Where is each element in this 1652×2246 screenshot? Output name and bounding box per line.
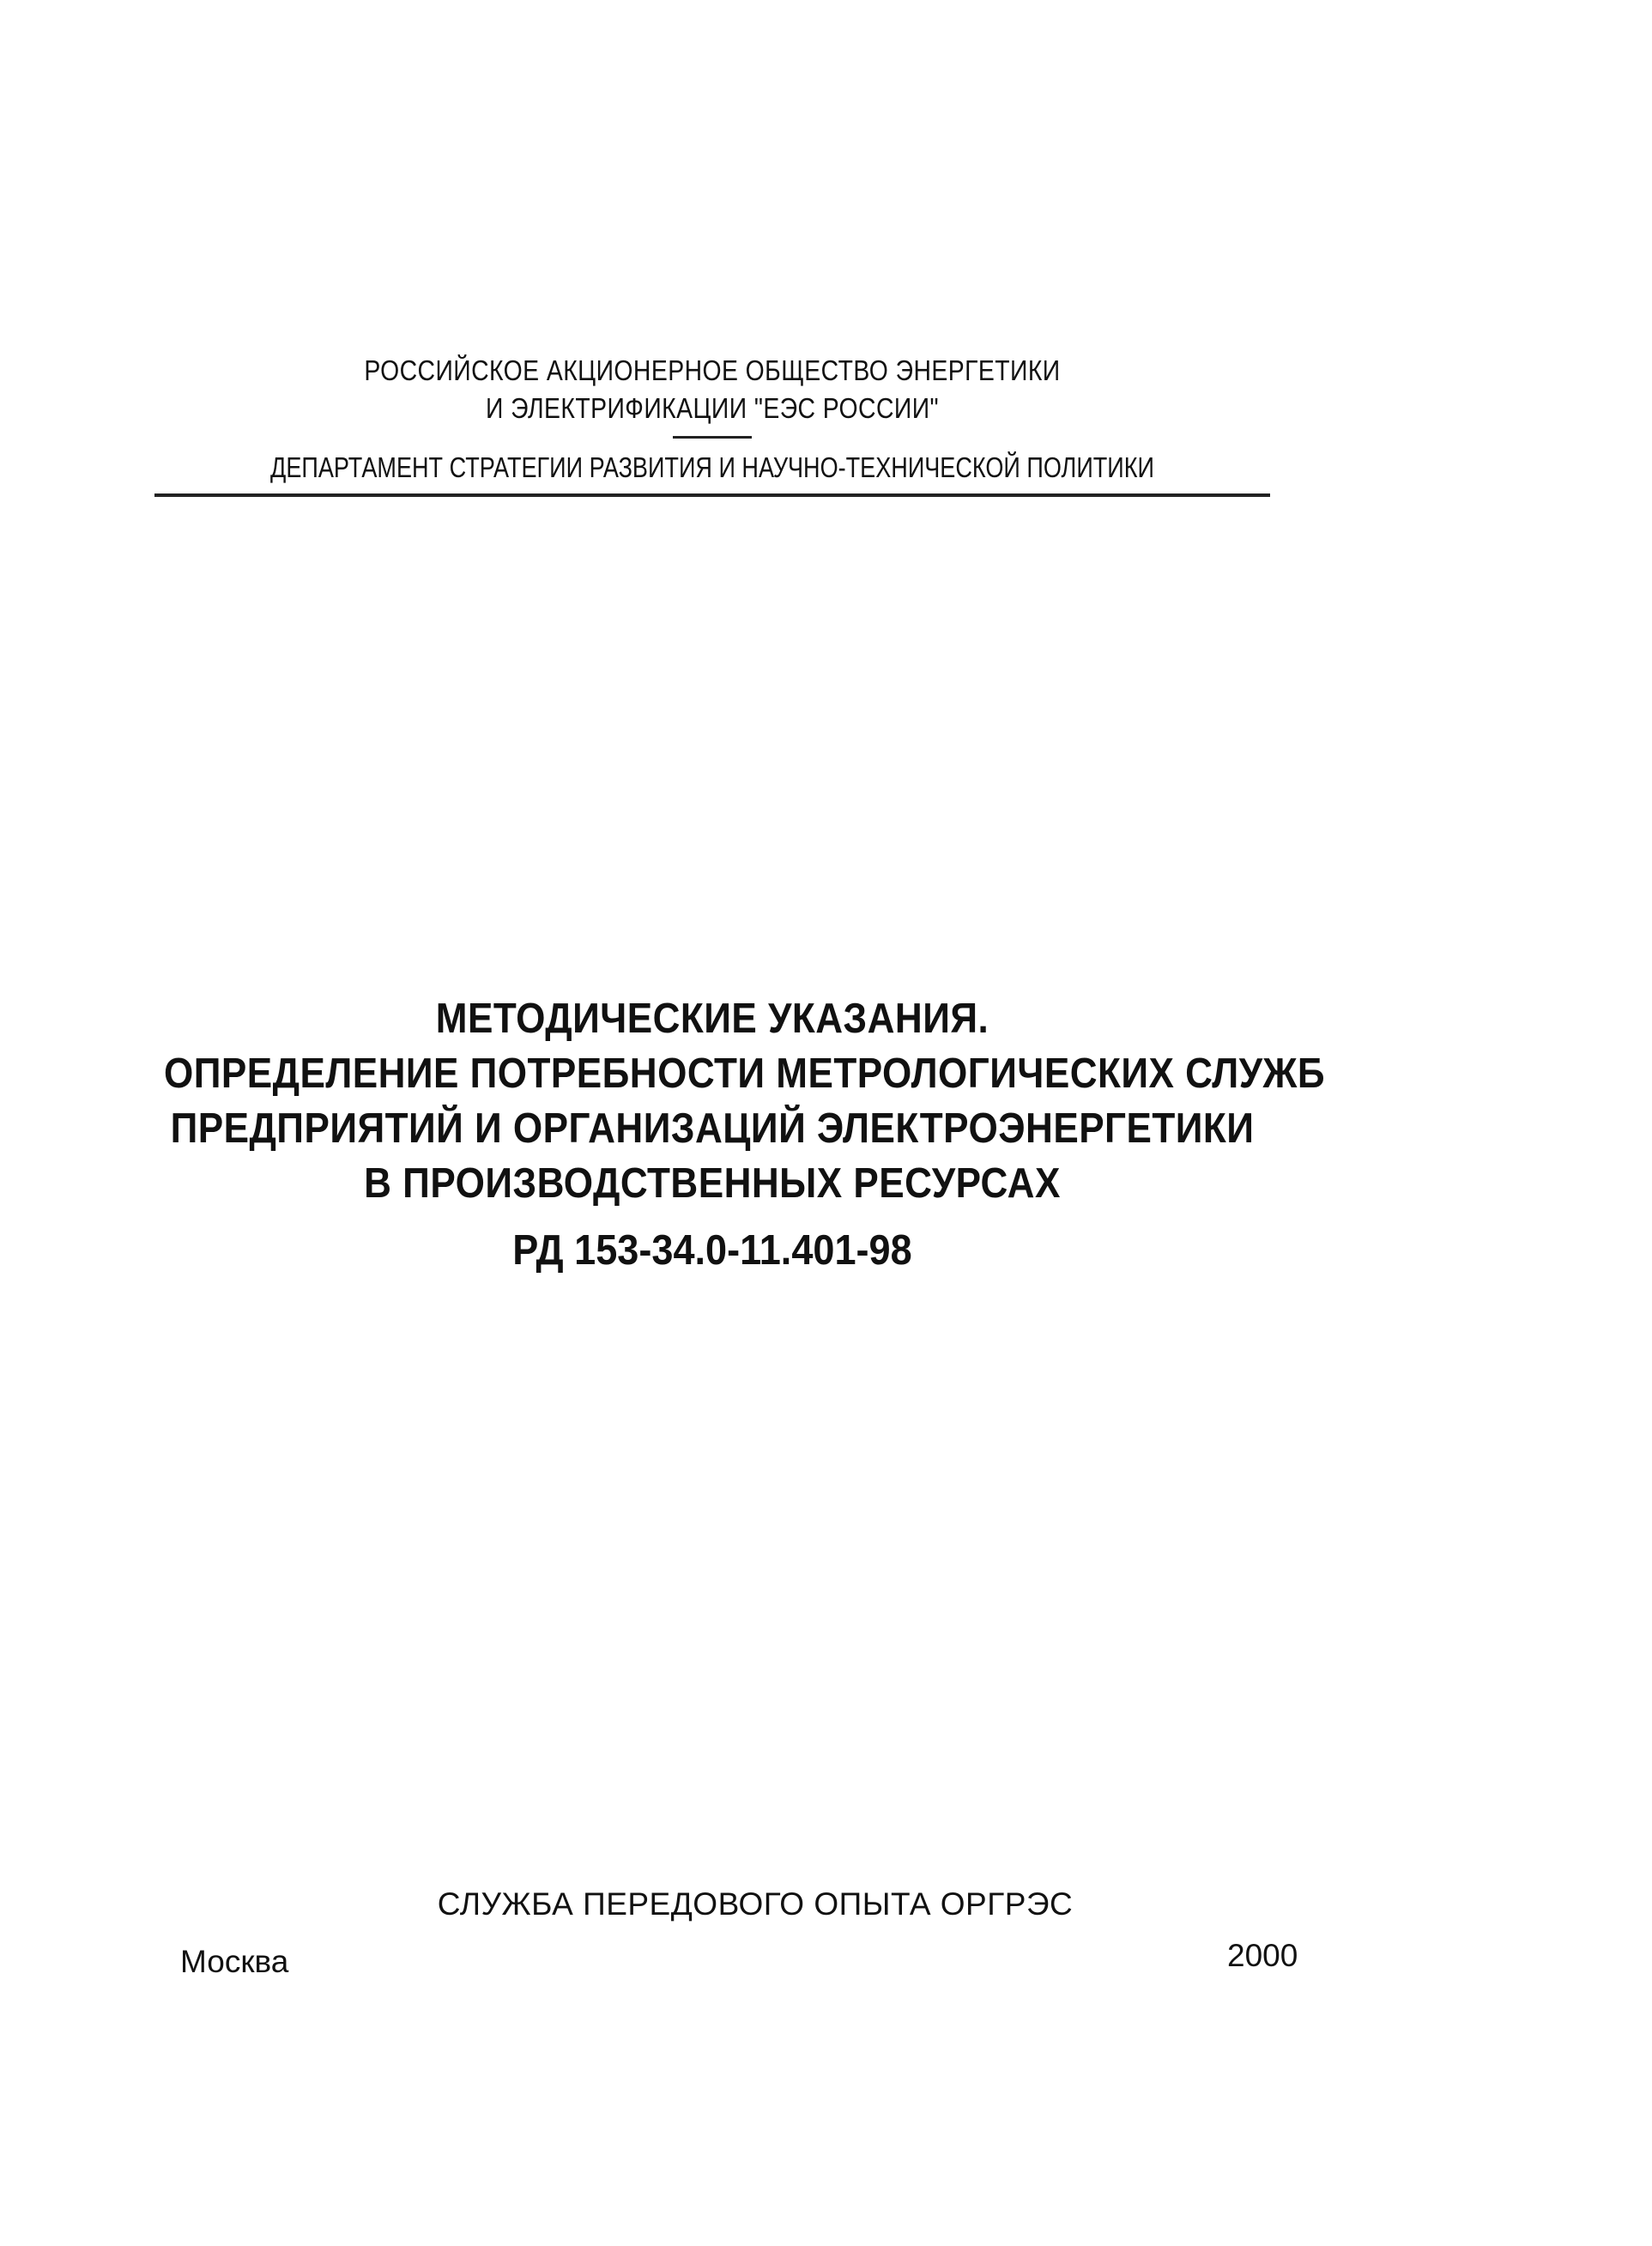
header-underline — [154, 493, 1270, 497]
organization-name-line-1: РОССИЙСКОЕ АКЦИОНЕРНОЕ ОБЩЕСТВО ЭНЕРГЕТИКИ — [364, 354, 1061, 386]
document-code: РД 153-34.0-11.401-98 — [512, 1227, 912, 1274]
department-name: ДЕПАРТАМЕНТ СТРАТЕГИИ РАЗВИТИЯ И НАУЧНО-ТЕХНИЧЕСКОЙ ПОЛИТИКИ — [270, 451, 1154, 483]
title-line-4: В ПРОИЗВОДСТВЕННЫХ РЕСУРСАХ — [364, 1160, 1061, 1207]
title-line-3: ПРЕДПРИЯТИЙ И ОРГАНИЗАЦИЙ ЭЛЕКТРОЭНЕРГЕТИКИ — [170, 1105, 1255, 1152]
header-separator — [673, 436, 752, 439]
document-title — [103, 991, 1326, 1278]
publication-year: 2000 — [1227, 1938, 1298, 1973]
publication-city: Москва — [180, 1944, 289, 1979]
organization-name-line-2: И ЭЛЕКТРИФИКАЦИИ "ЕЭС РОССИИ" — [485, 392, 940, 424]
organization-header — [154, 352, 1270, 487]
title-line-2: ОПРЕДЕЛЕНИЕ ПОТРЕБНОСТИ МЕТРОЛОГИЧЕСКИХ СЛУЖБ — [164, 1050, 1326, 1097]
title-line-1: МЕТОДИЧЕСКИЕ УКАЗАНИЯ. — [435, 996, 989, 1042]
publisher: СЛУЖБА ПЕРЕДОВОГО ОПЫТА ОРГРЭС — [437, 1886, 1074, 1922]
